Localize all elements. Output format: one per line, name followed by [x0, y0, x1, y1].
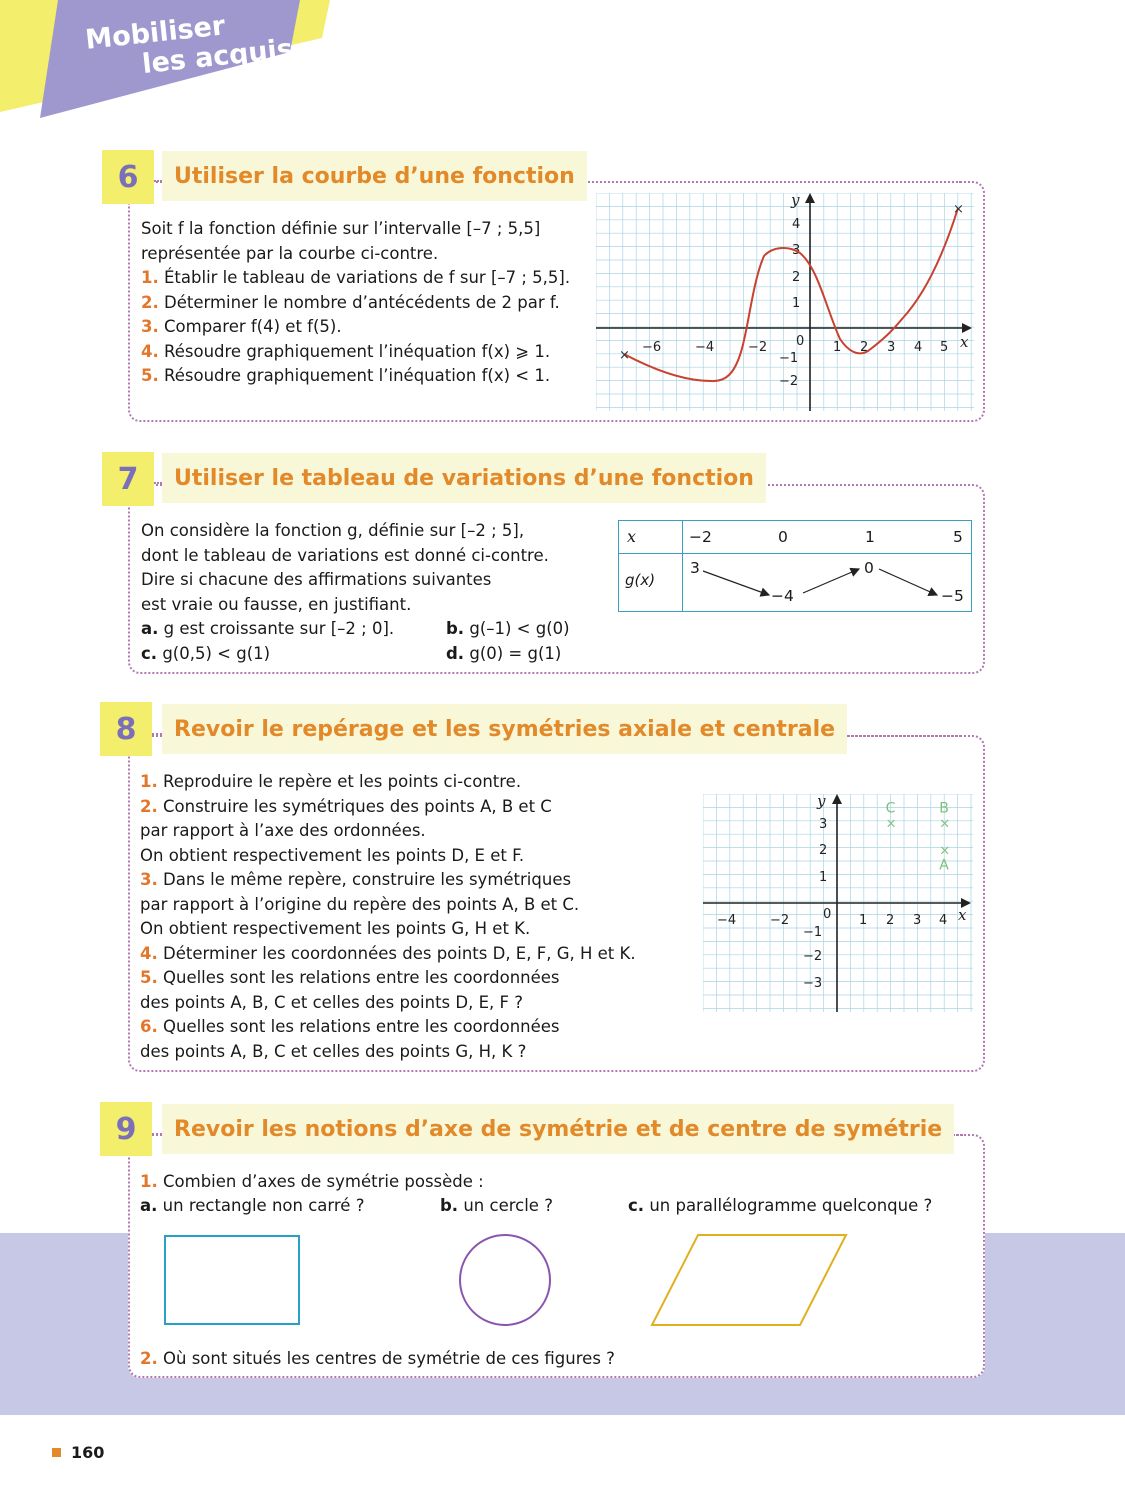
exercise-9-option-c: c. un parallélogramme quelconque ?	[628, 1196, 933, 1215]
exercise-9-title: Revoir les notions d’axe de symétrie et de centre de symétrie	[162, 1104, 954, 1154]
graph8-xtick: −4	[717, 913, 737, 928]
graph8-xtick: 2	[886, 913, 895, 928]
graph6-xtick: 3	[887, 340, 896, 355]
graph6-xtick: 2	[860, 340, 869, 355]
graph8-ytick: −3	[803, 976, 823, 991]
graph8-xtick: 4	[939, 913, 948, 928]
exercise-7-statement-d: d. g(0) = g(1)	[446, 644, 562, 663]
graph6-xtick: −4	[695, 340, 715, 355]
graph6-y-label: y	[791, 193, 800, 209]
table-x-value: 1	[865, 528, 875, 546]
graph8-xtick: 3	[913, 913, 922, 928]
exercise-9-option-b: b. un cercle ?	[440, 1196, 553, 1215]
exercise-9-number: 9	[100, 1102, 152, 1156]
graph6-origin: 0	[796, 334, 805, 349]
exercise-6-title: Utiliser la courbe d’une fonction	[162, 151, 587, 201]
exercise-6-text	[141, 217, 570, 389]
table-x-value: −2	[689, 528, 712, 546]
exercise-6-item-2: 2. Déterminer le nombre d’antécédents de 2 par f.	[141, 292, 560, 312]
graph6-xtick: 1	[833, 340, 842, 355]
graph6-ytick: 2	[792, 270, 801, 285]
graph8-x-label: x	[958, 906, 967, 924]
graph8-ytick: 1	[819, 870, 828, 885]
exercise-8-title: Revoir le repérage et les symétries axiale et centrale	[162, 704, 847, 754]
graph8-y-label: y	[817, 794, 826, 810]
exercise-6-item-1: 1. Établir le tableau de variations de f sur [–7 ; 5,5].	[141, 268, 571, 287]
curve-end-marker: ×	[953, 202, 964, 217]
point-marker-A: ×	[939, 843, 951, 859]
exercise-9-question-1: 1. Combien d’axes de symétrie possède :	[140, 1172, 484, 1191]
graph8-origin: 0	[823, 907, 832, 922]
graph8-ytick: 3	[819, 817, 828, 832]
graph6-xtick: 4	[914, 340, 923, 355]
exercise-9-question-2: 2. Où sont situés les centres de symétrie de ces figures ?	[140, 1349, 615, 1368]
exercise-6-item-5: 5. Résoudre graphiquement l’inéquation f(x) < 1.	[141, 366, 551, 385]
graph8-ytick: 2	[819, 843, 828, 858]
exercise-7-statement-a: a. g est croissante sur [–2 ; 0].	[141, 619, 395, 638]
graph6-ytick: −1	[779, 351, 799, 366]
point-label-C: C	[885, 800, 896, 817]
table-g-value: −4	[771, 587, 794, 605]
point-marker-B: ×	[939, 816, 951, 832]
point-marker-C: ×	[885, 816, 897, 832]
page-marker	[52, 1448, 61, 1457]
graph8-ytick: −1	[803, 925, 823, 940]
exercise-6-number: 6	[102, 150, 154, 204]
rectangle-figure	[164, 1235, 300, 1325]
circle-figure	[459, 1234, 551, 1326]
graph6-xtick: −2	[748, 340, 768, 355]
variation-arrows	[619, 521, 973, 613]
table-g-value: 3	[690, 559, 700, 577]
point-label-A: A	[939, 857, 949, 874]
function-graph	[596, 193, 974, 411]
graph6-ytick: 3	[792, 243, 801, 258]
graph6-ytick: −2	[779, 374, 799, 389]
table-x-value: 5	[953, 528, 963, 546]
exercise-6-item-3: 3. Comparer f(4) et f(5).	[141, 317, 342, 336]
exercise-7-statement-b: b. g(–1) < g(0)	[446, 619, 570, 638]
exercise-8-number: 8	[100, 702, 152, 756]
exercise-7-statement-c: c. g(0,5) < g(1)	[141, 644, 271, 663]
graph8-xtick: −2	[770, 913, 790, 928]
point-label-B: B	[939, 800, 949, 817]
table-row-label-g: g(x)	[625, 571, 656, 589]
table-row-label-x: x	[627, 527, 637, 546]
graph6-xtick: −6	[642, 340, 662, 355]
graph6-x-label: x	[960, 333, 969, 351]
graph6-ytick: 1	[792, 296, 801, 311]
parallelogram-figure	[650, 1233, 850, 1327]
graph8-xtick: 1	[859, 913, 868, 928]
exercise-6-item-4: 4. Résoudre graphiquement l’inéquation f(x) ⩾ 1.	[141, 341, 551, 361]
exercise-7-number: 7	[102, 452, 154, 506]
exercise-6-intro-1: Soit f la fonction définie sur l’intervalle [–7 ; 5,5]	[141, 219, 541, 238]
exercise-7-text: On considère la fonction g, définie sur [–2 ; 5], dont le tableau de variations est donné ci-contre. Dire si chacune des affirmations suivantes est vraie ou fausse, en justifiant.	[141, 521, 549, 614]
exercise-9-option-a: a. un rectangle non carré ?	[140, 1196, 365, 1215]
exercise-6-title-leader	[541, 181, 961, 183]
section-title: Mobiliser les acquis	[83, 10, 295, 81]
graph6-ytick: 4	[792, 217, 801, 232]
exercise-7-title: Utiliser le tableau de variations d’une fonction	[162, 453, 766, 503]
variation-table	[618, 520, 972, 612]
table-g-value: 0	[864, 559, 874, 577]
curve-start-marker: ×	[619, 348, 630, 363]
exercise-8-text: 1. Reproduire le repère et les points ci-contre. 2. Construire les symétriques des points A, B et C par rapport à l’axe des ordonnées. On obtient respectivement les points D, E et F. 3. Dans le même repère, construire les symétriques par rapport à l’origine du repère des points A, B et C. On obtient respectivement les points G, H et K. 4. Déterminer les coordonnées des points D, E, F, G, H et K. 5. Quelles sont les relations entre les coordonnées des points A, B, C et celles des points D, E, F ? 6. Quelles sont les relations entre les coordonnées des points A, B, C et celles des points G, H, K ?	[140, 772, 636, 1061]
graph8-ytick: −2	[803, 949, 823, 964]
page-number: 160	[52, 1443, 104, 1462]
table-g-value: −5	[941, 587, 964, 605]
table-x-value: 0	[778, 528, 788, 546]
exercise-6-intro-2: représentée par la courbe ci-contre.	[141, 243, 439, 263]
graph6-xtick: 5	[940, 340, 949, 355]
coordinate-grid	[703, 794, 973, 1012]
